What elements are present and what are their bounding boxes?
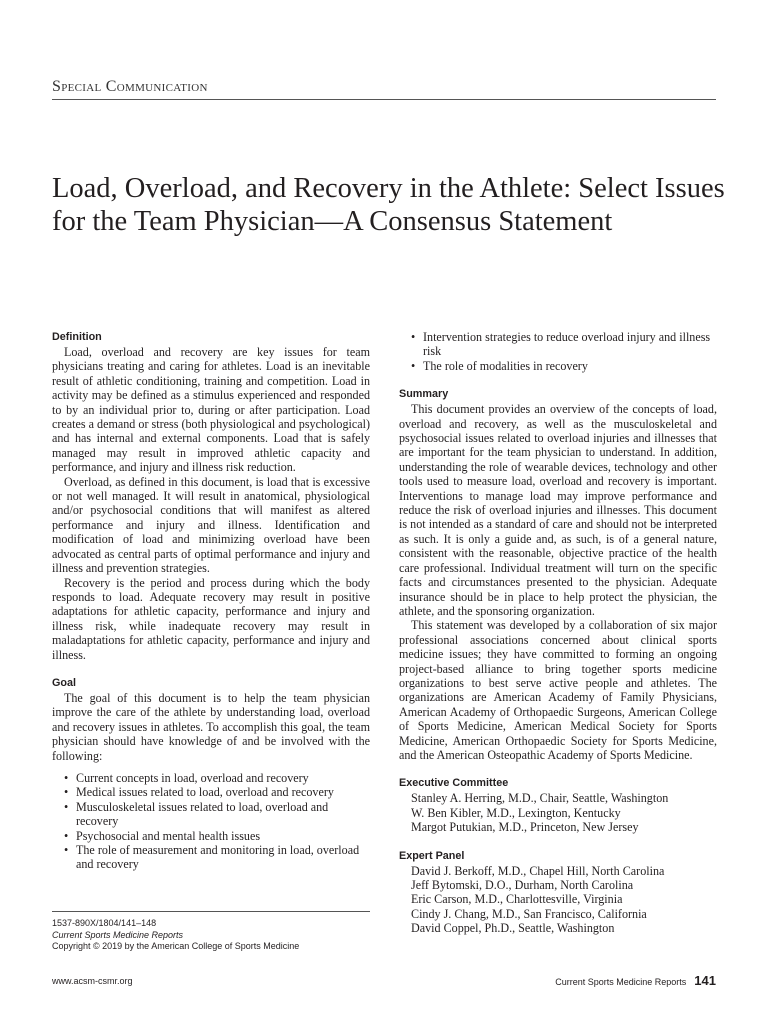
section-label: Special Communication [52, 78, 208, 95]
copyright-text: Copyright © 2019 by the American College of Sports Medicine [52, 941, 300, 952]
list-item: Stanley A. Herring, M.D., Chair, Seattle, Washington [411, 791, 669, 806]
executive-committee-heading: Executive Committee [399, 777, 509, 790]
definition-heading: Definition [52, 331, 102, 343]
goal-heading: Goal [52, 676, 76, 689]
footer-url: www.acsm-csmr.org [52, 976, 133, 986]
list-item: • Current concepts in load, overload and recovery [64, 771, 370, 785]
goal-list-continued [411, 330, 717, 373]
list-item: Jeff Bytomski, D.O., Durham, North Carolina [411, 878, 634, 892]
definition-paragraph: Load, overload and recovery are key issues for team physicians treating and caring for athletes. Load is an inevitable result of athletic conditioning, training and competition. Load in activity may be defined as a stimulus experienced and responded to by an individual prior to, during or after participation. Load creates a demand or stress (both physiological and psychological) and has internal and external components. Load that is safely managed may result in improved athletic capacity and performance, and injury and illness risk reduction. [52, 345, 370, 475]
list-item: David Coppel, Ph.D., Seattle, Washington [411, 921, 615, 936]
page-number: 141 [694, 973, 716, 988]
list-item: David J. Berkoff, M.D., Chapel Hill, North Carolina [411, 863, 665, 878]
section-divider [52, 99, 716, 100]
issn-text: 1537-890X/1804/141–148 [52, 918, 157, 928]
goal-paragraph: The goal of this document is to help the team physician improve the care of the athlete by understanding load, overload and recovery issues in athletes. To accomplish this goal, the team physician should have knowledge of and be involved with the following: [52, 690, 370, 763]
right-column [399, 330, 717, 936]
list-item: • Musculoskeletal issues related to load, overload and recovery [64, 800, 370, 829]
list-item: • The role of modalities in recovery [411, 359, 717, 373]
footer-journal: Current Sports Medicine Reports [555, 977, 687, 987]
footnote-divider [52, 911, 370, 912]
list-item: Eric Carson, M.D., Charlottesville, Virginia [411, 892, 623, 907]
expert-panel-list [399, 864, 717, 936]
definition-paragraph: Overload, as defined in this document, is load that is excessive or not well managed. It will result in anatomical, physiological and/or psychosocial conditions that will manifest as altered performance and injury and illness. Identification and modification of load and minimizing overload have been advocated as central parts of optimal performance and injury and illness and prevention strategies. [52, 474, 370, 576]
summary-paragraph: This document provides an overview of the concepts of load, overload and recovery, as well as the musculoskeletal and psychosocial issues related to overload injuries and illnesses that are important for the team physician to understand. In addition, understanding the role of wearable devices, technology and other tools used to measure load, overload and recovery is important. Interventions to manage load may improve performance and reduce the risk of overload injuries and illnesses. This document is not intended as a standard of care and should not be interpreted as such. It is only a guide and, as such, is of a general nature, consistent with the reasonable, objective practice of the health care professional. Individual treatment will turn on the specific facts and circumstances presented to the physician. Adequate insurance should be in place to help protect the physician, the athlete, and the sponsoring organization. [399, 402, 717, 618]
left-column [52, 330, 370, 872]
list-item: W. Ben Kibler, M.D., Lexington, Kentucky [411, 805, 621, 820]
goal-list [64, 771, 370, 872]
article-title: Load, Overload, and Recovery in the Athlete: Select Issues for the Team Physician—A Consensus Statement [52, 173, 725, 237]
list-item: Cindy J. Chang, M.D., San Francisco, California [411, 906, 647, 921]
list-item: • Medical issues related to load, overload and recovery [64, 785, 370, 799]
footnote [52, 918, 299, 953]
summary-paragraph: This statement was developed by a collaboration of six major professional associations concerned about clinical sports medicine issues; they have committed to forming an ongoing project-based alliance to bring together sports medicine organizations to best serve active people and athletes. The organizations are American Academy of Family Physicians, American Academy of Orthopaedic Surgeons, American College of Sports Medicine, American Medical Society for Sports Medicine, American Orthopaedic Society for Sports Medicine, and the American Osteopathic Academy of Sports Medicine. [399, 618, 717, 762]
journal-name: Current Sports Medicine Reports [52, 929, 184, 940]
summary-heading: Summary [399, 388, 449, 401]
list-item: • Psychosocial and mental health issues [64, 829, 370, 843]
list-item: • The role of measurement and monitoring in load, overload and recovery [64, 843, 370, 872]
footer-right [555, 973, 716, 988]
expert-panel-heading: Expert Panel [399, 849, 465, 862]
list-item: • Intervention strategies to reduce overload injury and illness risk [411, 330, 717, 359]
definition-paragraph: Recovery is the period and process during which the body responds to load. Adequate recovery may result in positive adaptations for athletic capacity, performance and injury and illness risk, while inadequate recovery may result in maladaptations for athletic capacity, performance and injury and illness. [52, 575, 370, 662]
executive-committee-list [399, 791, 717, 834]
list-item: Margot Putukian, M.D., Princeton, New Jersey [411, 820, 639, 835]
